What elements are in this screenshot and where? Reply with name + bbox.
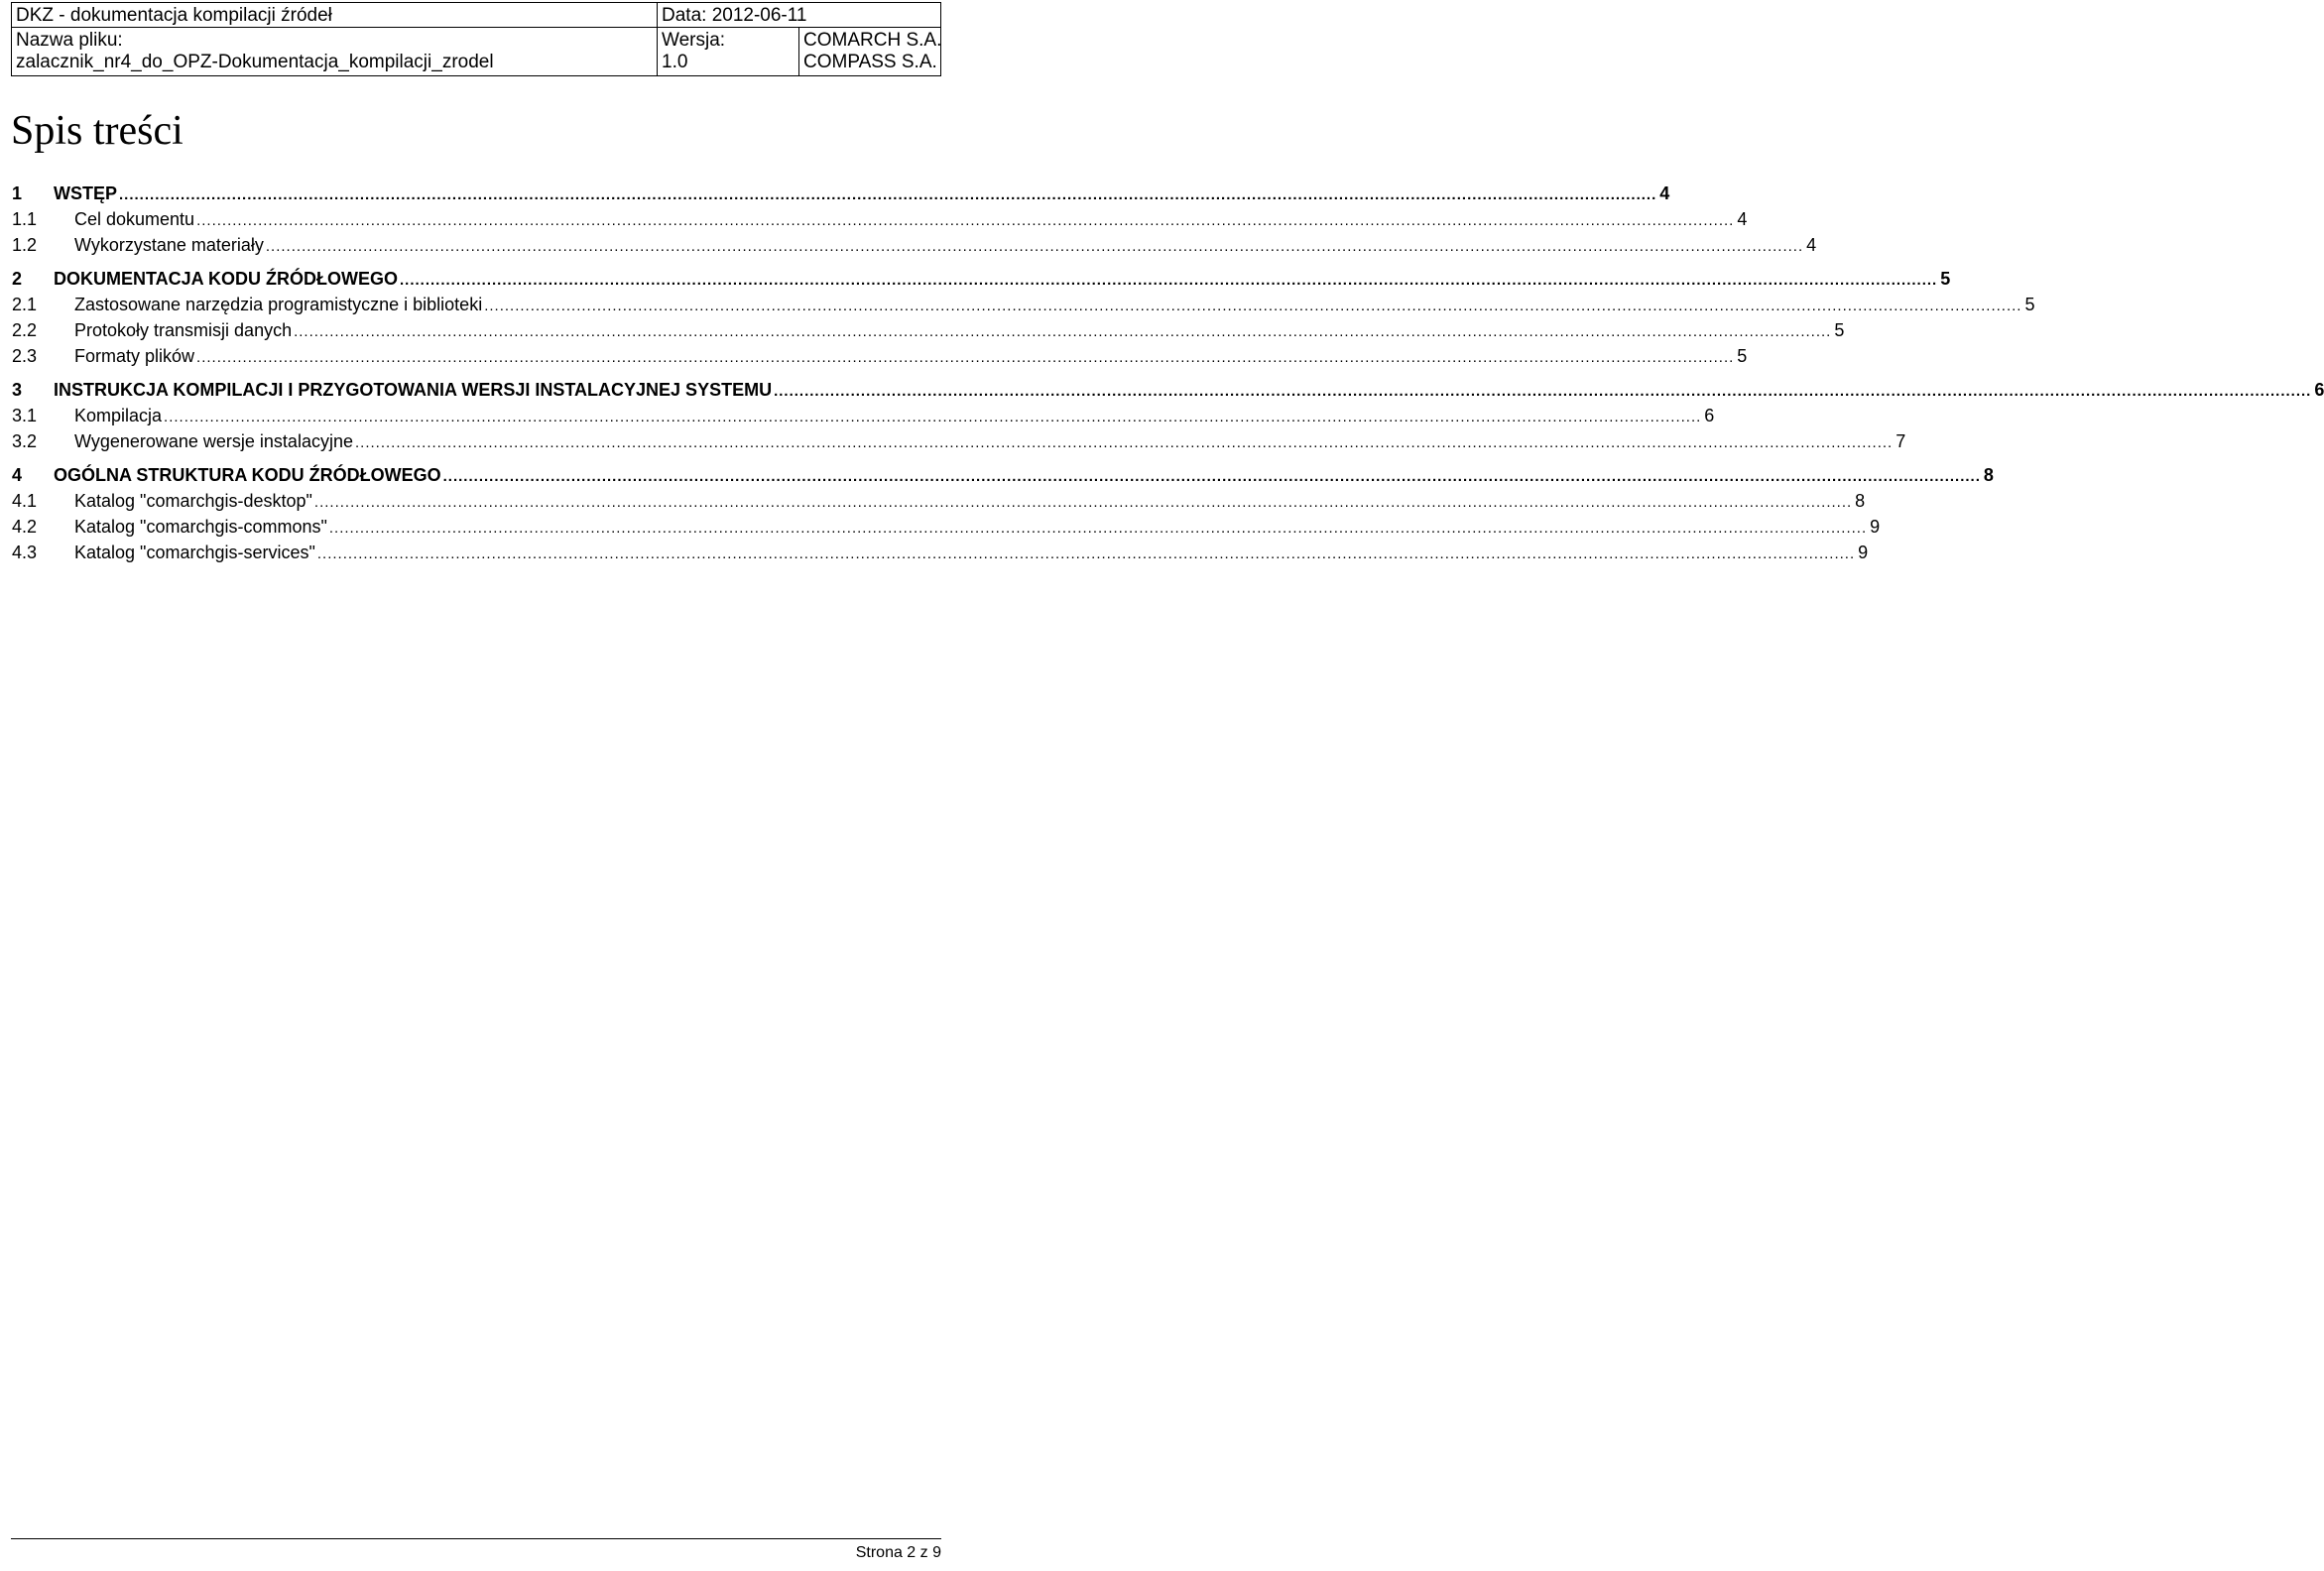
toc-dot-leader: ............................................................................................................................................................................................................................................................................................................ (119, 186, 1657, 203)
toc-entry-number: 3.2 (12, 431, 38, 451)
toc-entry-title: Zastosowane narzędzia programistyczne i biblioteki (74, 295, 483, 314)
toc-entry[interactable] (12, 428, 1906, 454)
toc-dot-leader: ............................................................................................................................................................................................................................................................................................................ (774, 383, 2312, 400)
toc-dot-leader: ............................................................................................................................................................................................................................................................................................................ (328, 520, 1868, 537)
toc-entry[interactable] (12, 266, 1951, 292)
toc-entry-title: WSTĘP (54, 183, 118, 203)
toc-entry-number: 3 (12, 380, 23, 400)
toc-entry-page: 5 (2024, 295, 2035, 314)
toc-entry-title: OGÓLNA STRUKTURA KODU ŹRÓDŁOWEGO (54, 465, 441, 485)
toc-dot-leader: ............................................................................................................................................................................................................................................................................................................ (294, 323, 1832, 340)
toc-entry-number: 3.1 (12, 406, 38, 425)
toc-entry-page: 5 (1940, 269, 1951, 289)
toc-dot-leader: ............................................................................................................................................................................................................................................................................................................ (196, 349, 1735, 366)
toc-entry-title: Wygenerowane wersje instalacyjne (74, 431, 353, 451)
toc-entry-number: 4.3 (12, 543, 38, 562)
toc-entry[interactable] (12, 462, 1994, 488)
toc-entry-number: 4 (12, 465, 23, 485)
toc-entry-title: Protokoły transmisji danych (74, 320, 293, 340)
toc-entry-number: 2.3 (12, 346, 38, 366)
toc-entry-page: 6 (2314, 380, 2324, 400)
toc-dot-leader: ............................................................................................................................................................................................................................................................................................................ (316, 545, 1856, 562)
page-number: Strona 2 z 9 (855, 1544, 941, 1561)
toc-entry-number: 4.2 (12, 517, 38, 537)
toc-entry[interactable] (12, 292, 2035, 317)
toc-entry-page: 9 (1858, 543, 1869, 562)
toc-entry-title: Formaty plików (74, 346, 195, 366)
document-title: DKZ - dokumentacja kompilacji źródeł (12, 3, 658, 28)
company-1: COMARCH S.A. (803, 30, 942, 51)
toc-entry-number: 4.1 (12, 491, 38, 511)
toc-entry[interactable] (12, 317, 1845, 343)
version-value: 1.0 (662, 52, 688, 72)
toc-entry-number: 2.2 (12, 320, 38, 340)
toc-entry-page: 4 (1806, 235, 1817, 255)
company-2: COMPASS S.A. (803, 52, 937, 72)
toc-title: Spis treści (11, 108, 183, 154)
toc-entry-page: 5 (1737, 346, 1748, 366)
toc-entry-page: 9 (1870, 517, 1881, 537)
toc-dot-leader: ............................................................................................................................................................................................................................................................................................................ (313, 494, 1853, 511)
toc-entry-title: Katalog "comarchgis-services" (74, 543, 315, 562)
toc-dot-leader: ............................................................................................................................................................................................................................................................................................................ (399, 272, 1938, 289)
filename-value: zalacznik_nr4_do_OPZ-Dokumentacja_kompilacji_zrodel (16, 52, 494, 72)
toc-dot-leader: ............................................................................................................................................................................................................................................................................................................ (354, 434, 1894, 451)
version-label: Wersja: (662, 30, 726, 51)
footer-divider (11, 1538, 941, 1539)
toc-entry-number: 1 (12, 183, 23, 203)
toc-dot-leader: ............................................................................................................................................................................................................................................................................................................ (164, 409, 1702, 425)
toc-entry-title: Wykorzystane materiały (74, 235, 264, 255)
toc-entry-title: Kompilacja (74, 406, 163, 425)
toc-entry[interactable] (12, 181, 1670, 206)
toc-entry[interactable] (12, 540, 1869, 565)
toc-entry-page: 6 (1704, 406, 1715, 425)
toc-entry-number: 2.1 (12, 295, 38, 314)
toc-entry[interactable] (12, 488, 1866, 514)
document-header (11, 2, 941, 76)
toc-entry[interactable] (12, 343, 1748, 369)
toc-entry-number: 2 (12, 269, 23, 289)
company-cell (799, 28, 941, 76)
toc-dot-leader: ............................................................................................................................................................................................................................................................................................................ (265, 238, 1804, 255)
toc-dot-leader: ............................................................................................................................................................................................................................................................................................................ (484, 298, 2022, 314)
toc-entry[interactable] (12, 377, 2324, 403)
toc-entry-page: 8 (1855, 491, 1866, 511)
filename-label: Nazwa pliku: (16, 30, 123, 51)
table-of-contents (12, 181, 2324, 565)
toc-entry-page: 8 (1983, 465, 1994, 485)
toc-entry[interactable] (12, 232, 1817, 258)
toc-entry-title: Cel dokumentu (74, 209, 195, 229)
toc-entry-page: 4 (1737, 209, 1748, 229)
filename-cell (12, 28, 658, 76)
document-date: Data: 2012-06-11 (658, 3, 941, 28)
toc-entry-title: DOKUMENTACJA KODU ŹRÓDŁOWEGO (54, 269, 398, 289)
toc-entry-number: 1.1 (12, 209, 38, 229)
toc-dot-leader: ............................................................................................................................................................................................................................................................................................................ (442, 468, 1981, 485)
toc-entry[interactable] (12, 403, 1715, 428)
toc-entry-title: Katalog "comarchgis-commons" (74, 517, 327, 537)
toc-entry-page: 4 (1659, 183, 1670, 203)
toc-entry-page: 7 (1896, 431, 1906, 451)
toc-entry-title: INSTRUKCJA KOMPILACJI I PRZYGOTOWANIA WERSJI INSTALACYJNEJ SYSTEMU (54, 380, 773, 400)
version-cell (658, 28, 799, 76)
toc-entry-number: 1.2 (12, 235, 38, 255)
toc-entry[interactable] (12, 514, 1881, 540)
toc-entry-title: Katalog "comarchgis-desktop" (74, 491, 312, 511)
toc-dot-leader: ............................................................................................................................................................................................................................................................................................................ (196, 212, 1735, 229)
toc-entry-page: 5 (1834, 320, 1845, 340)
toc-entry[interactable] (12, 206, 1748, 232)
